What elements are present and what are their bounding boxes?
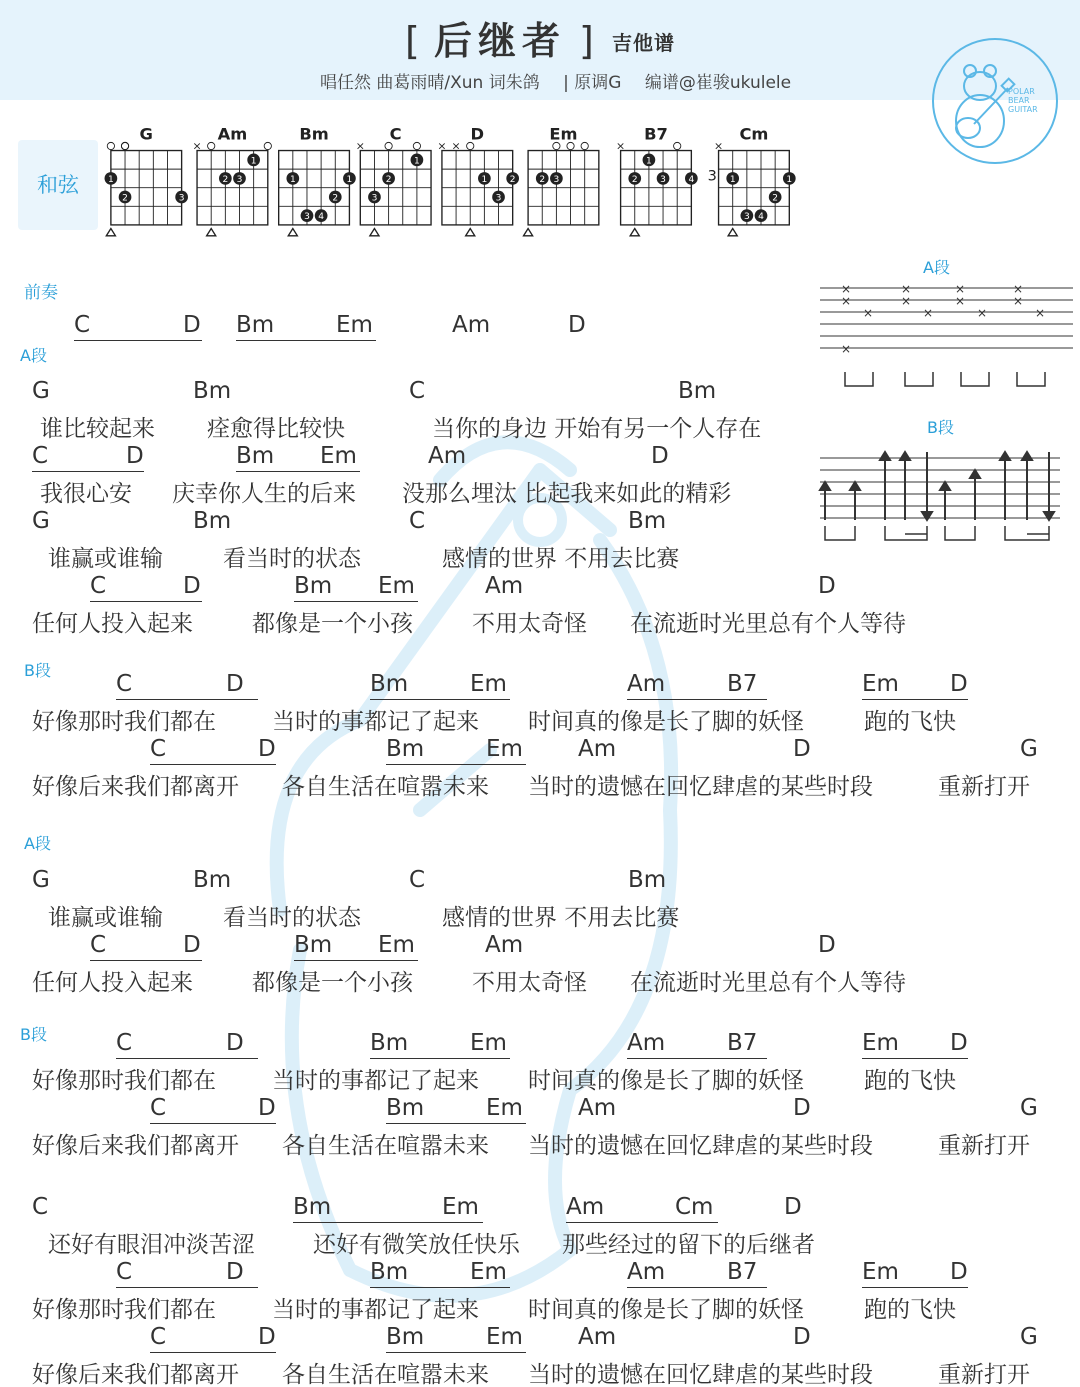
chord-diagram-Cm: [708, 125, 796, 236]
chord-label: Bm: [236, 312, 275, 338]
title-text: 后继者: [433, 19, 566, 63]
b-chords-1: [0, 671, 1080, 701]
label-intro: 前奏: [24, 283, 58, 303]
chord-label: Em: [470, 1259, 507, 1285]
logo-text-1: POLAR: [1008, 87, 1035, 96]
logo-text-3: GUITAR: [1008, 105, 1038, 114]
lyric-text: 感情的世界 不用去比赛: [442, 546, 680, 572]
chord-label: D: [651, 443, 669, 469]
a2-chords: [0, 443, 1080, 473]
lyric-text: 当时的遗憾在回忆肆虐的某些时段: [528, 774, 873, 800]
tab-x-4: ×: [863, 306, 874, 320]
lyric-text: 各自生活在喧嚣未来: [282, 774, 489, 800]
tab-x-11: ×: [1013, 282, 1024, 296]
chord-label: D: [818, 932, 836, 958]
underline: [370, 1287, 510, 1288]
lyric-text: 当时的遗憾在回忆肆虐的某些时段: [528, 1362, 873, 1387]
underline: [150, 1352, 276, 1353]
tab-x-10: ×: [977, 306, 988, 320]
lyric-text: 那些经过的留下的后继者: [562, 1232, 815, 1258]
lyric-text: 痊愈得比较快: [207, 416, 345, 442]
credit-key: | 原调G: [563, 73, 622, 93]
svg-text:2: 2: [772, 193, 779, 204]
credits: [320, 68, 809, 93]
lyric-text: 好像后来我们都离开: [32, 1362, 239, 1387]
chord-label: Em: [486, 736, 523, 762]
chord-label: D: [183, 573, 201, 599]
chord-name: Am: [217, 124, 248, 144]
chord-label: D: [784, 1194, 802, 1220]
chord-label: C: [90, 573, 107, 599]
a1-chords: [0, 378, 1080, 408]
lyric-text: 不用太奇怪: [472, 611, 587, 637]
chord-label: D: [226, 1030, 244, 1056]
b-chords-2: [0, 1324, 1080, 1354]
svg-text:×: ×: [616, 139, 626, 153]
chord-label: Em: [378, 573, 415, 599]
chord-name: B7: [644, 124, 668, 144]
chord-label: C: [74, 312, 91, 338]
b-chords-2: [0, 1095, 1080, 1125]
svg-text:×: ×: [713, 139, 724, 153]
lyric-text: 在流逝时光里总有个人等待: [630, 970, 906, 996]
b-lyrics-2: [0, 1356, 1080, 1386]
chord-diagram-D: [437, 125, 519, 236]
chord-label: C: [409, 508, 426, 534]
chord-label: C: [150, 1095, 167, 1121]
lyric-text: 任何人投入起来: [32, 611, 193, 637]
lyric-text: 谁赢或谁输: [48, 905, 163, 931]
chord-label: Am: [452, 312, 491, 338]
chord-label: D: [258, 1095, 276, 1121]
b-lyrics-1: [0, 1291, 1080, 1321]
b-lyrics-2: [0, 1127, 1080, 1157]
bear-guitar-logo-icon: [930, 36, 1060, 166]
tab-x-6: ×: [901, 294, 912, 308]
chord-heading: 和弦: [18, 140, 98, 230]
chord-label: D: [183, 932, 201, 958]
chord-label: C: [90, 932, 107, 958]
svg-text:2: 2: [631, 175, 638, 186]
underline: [294, 960, 418, 961]
chord-label: D: [258, 1324, 276, 1350]
a4-chords: [0, 573, 1080, 603]
chord-label: Am: [627, 671, 666, 697]
lyric-text: 还好有微笑放任快乐: [313, 1232, 520, 1258]
chord-name: Bm: [299, 124, 329, 144]
underline: [116, 1058, 258, 1059]
svg-text:3: 3: [495, 193, 502, 204]
underline: [32, 471, 144, 472]
lyric-text: 当时的事都记了起来: [272, 709, 479, 735]
chord-label: Am: [566, 1194, 605, 1220]
underline: [566, 1222, 718, 1223]
b-chords-2: [0, 736, 1080, 766]
svg-text:3: 3: [371, 193, 378, 204]
svg-text:3: 3: [236, 175, 243, 186]
lyric-text: 时间真的像是长了脚的妖怪: [528, 1297, 804, 1323]
chord-label: Em: [862, 1030, 899, 1056]
lyric-text: 看当时的状态: [223, 905, 361, 931]
tab-x-2: ×: [841, 294, 852, 308]
lyric-text: 跑的飞快: [864, 1297, 956, 1323]
underline: [627, 1058, 767, 1059]
underline: [116, 699, 258, 700]
svg-text:2: 2: [122, 193, 128, 204]
lyric-text: 没那么埋汰 比起我来如此的精彩: [402, 481, 732, 507]
chord-label: Em: [486, 1095, 523, 1121]
tab-x-12: ×: [1013, 294, 1024, 308]
chord-label: Em: [470, 671, 507, 697]
lyric-text: 时间真的像是长了脚的妖怪: [528, 1068, 804, 1094]
underline: [74, 340, 202, 341]
svg-text:1: 1: [289, 175, 296, 186]
a4-lyrics: [0, 605, 1080, 635]
svg-text:1: 1: [786, 175, 793, 186]
lyric-text: 重新打开: [938, 774, 1030, 800]
fret-label: 3: [707, 168, 717, 185]
underline: [293, 1222, 483, 1223]
credit-arranger: 编谱@崔骏ukulele: [644, 73, 792, 93]
chord-label: Bm: [294, 573, 333, 599]
svg-text:×: ×: [451, 139, 461, 153]
underline: [862, 1058, 968, 1059]
chord-label: G: [1020, 1324, 1038, 1350]
lyric-text: 我很心安: [40, 481, 132, 507]
underline: [150, 1123, 276, 1124]
chord-diagrams: [100, 115, 880, 255]
panel-label-a: A段: [923, 258, 950, 277]
chord-diagram-G: [105, 125, 188, 236]
chord-label: Em: [320, 443, 357, 469]
chord-label: Am: [578, 1324, 617, 1350]
credit-artists: 唱任然 曲葛雨晴/Xun 词朱鸽: [320, 73, 540, 93]
svg-text:1: 1: [414, 156, 420, 167]
chord-label: Am: [627, 1259, 666, 1285]
svg-text:4: 4: [318, 212, 325, 223]
chord-label: Bm: [370, 671, 409, 697]
chord-label: D: [183, 312, 201, 338]
chord-label: D: [793, 1324, 811, 1350]
a3-chords: [0, 508, 1080, 538]
chord-name: G: [139, 124, 153, 144]
chord-name: C: [389, 124, 402, 144]
chord-label: C: [409, 378, 426, 404]
svg-text:1: 1: [346, 175, 353, 186]
svg-text:1: 1: [646, 156, 652, 167]
chord-label: C: [150, 736, 167, 762]
svg-text:×: ×: [437, 139, 447, 153]
label-a-2: A段: [24, 834, 51, 853]
chord-label: Bm: [193, 378, 232, 404]
lyric-text: 在流逝时光里总有个人等待: [630, 611, 906, 637]
chord-label: D: [793, 1095, 811, 1121]
lyric-text: 好像后来我们都离开: [32, 1133, 239, 1159]
underline: [862, 699, 968, 700]
chord-label: B7: [727, 1030, 758, 1056]
a5-chords: [0, 867, 1080, 897]
a6-chords: [0, 932, 1080, 962]
chord-label: C: [32, 1194, 49, 1220]
underline: [236, 340, 376, 341]
label-b-1: B段: [24, 661, 51, 680]
lyric-text: 各自生活在喧嚣未来: [282, 1133, 489, 1159]
chord-label: D: [568, 312, 586, 338]
svg-text:4: 4: [688, 175, 695, 186]
chord-diagram-Am: [192, 125, 271, 236]
lyric-text: 当时的事都记了起来: [272, 1068, 479, 1094]
underline: [90, 601, 202, 602]
b-lyrics-1: [0, 1062, 1080, 1092]
lyric-text: 好像那时我们都在: [32, 709, 216, 735]
chord-label: Am: [485, 573, 524, 599]
chord-label: Bm: [386, 736, 425, 762]
lyric-text: 谁赢或谁输: [48, 546, 163, 572]
a5-lyrics: [0, 899, 1080, 929]
tab-x-13: ×: [1035, 306, 1046, 320]
lyric-text: 当时的遗憾在回忆肆虐的某些时段: [528, 1133, 873, 1159]
svg-text:2: 2: [332, 193, 339, 204]
chord-label: Em: [862, 671, 899, 697]
svg-text:3: 3: [553, 175, 560, 186]
lyric-text: 都像是一个小孩: [252, 970, 413, 996]
underline: [116, 1287, 258, 1288]
chord-label: Am: [485, 932, 524, 958]
chord-label: G: [1020, 1095, 1038, 1121]
chord-diagram-Em: [524, 125, 599, 236]
chord-label: C: [150, 1324, 167, 1350]
lyric-text: 任何人投入起来: [32, 970, 193, 996]
chord-label: Bm: [293, 1194, 332, 1220]
underline: [386, 1352, 526, 1353]
title-bracket-close: ]: [579, 19, 595, 63]
svg-text:3: 3: [178, 193, 185, 204]
chord-label: D: [818, 573, 836, 599]
intro-chords: [0, 312, 1080, 342]
lyric-text: 谁比较起来: [40, 416, 155, 442]
chord-label: Em: [486, 1324, 523, 1350]
svg-text:1: 1: [250, 156, 257, 167]
chord-label: Am: [428, 443, 467, 469]
svg-text:2: 2: [385, 175, 392, 186]
chord-label: Am: [578, 1095, 617, 1121]
chord-label: Em: [336, 312, 373, 338]
a1-lyrics: [0, 410, 1080, 440]
lyric-text: 好像那时我们都在: [32, 1068, 216, 1094]
chord-label: C: [116, 1259, 133, 1285]
chord-label: D: [226, 671, 244, 697]
b-lyrics-1: [0, 703, 1080, 733]
svg-text:3: 3: [743, 212, 750, 223]
svg-text:1: 1: [108, 175, 114, 186]
tab-x-9: ×: [955, 294, 966, 308]
chord-label: Em: [442, 1194, 479, 1220]
chord-label: D: [950, 1030, 968, 1056]
underline: [862, 1287, 968, 1288]
lyric-text: 当时的事都记了起来: [272, 1297, 479, 1323]
chord-label: Bm: [628, 867, 667, 893]
chord-label: Em: [862, 1259, 899, 1285]
lyric-text: 好像那时我们都在: [32, 1297, 216, 1323]
chord-name: D: [470, 124, 485, 144]
chord-label: Bm: [678, 378, 717, 404]
chord-label: G: [32, 867, 50, 893]
lyric-text: 重新打开: [938, 1133, 1030, 1159]
underline: [236, 471, 360, 472]
chord-label: C: [32, 443, 49, 469]
underline: [294, 601, 418, 602]
svg-text:×: ×: [355, 139, 365, 153]
chord-label: Bm: [370, 1030, 409, 1056]
tab-x-8: ×: [955, 282, 966, 296]
chord-diagram-Bm: [279, 125, 356, 236]
chord-label: Bm: [193, 508, 232, 534]
lyric-text: 还好有眼泪冲淡苦涩: [48, 1232, 255, 1258]
panel-label-b: B段: [927, 418, 954, 437]
chord-name: Cm: [739, 124, 769, 144]
e1-lyrics: [0, 1226, 1080, 1256]
chord-label: G: [32, 378, 50, 404]
a6-lyrics: [0, 964, 1080, 994]
chord-label: Cm: [675, 1194, 714, 1220]
chord-label: Bm: [386, 1324, 425, 1350]
chord-label: D: [793, 736, 811, 762]
chord-label: Bm: [193, 867, 232, 893]
song-title: [0, 10, 1080, 65]
a3-lyrics: [0, 540, 1080, 570]
lyric-text: 都像是一个小孩: [252, 611, 413, 637]
svg-text:3: 3: [660, 175, 666, 186]
underline: [627, 699, 767, 700]
chord-label: Bm: [236, 443, 275, 469]
label-b-2: B段: [20, 1025, 47, 1044]
underline: [370, 1058, 510, 1059]
chord-label: G: [32, 508, 50, 534]
chord-label: B7: [727, 1259, 758, 1285]
chord-label: C: [409, 867, 426, 893]
label-a-1: A段: [20, 346, 47, 365]
lyric-text: 重新打开: [938, 1362, 1030, 1387]
chord-label: Am: [578, 736, 617, 762]
lyric-text: 看当时的状态: [223, 546, 361, 572]
b-lyrics-2: [0, 768, 1080, 798]
svg-text:2: 2: [222, 175, 229, 186]
tab-x-5: ×: [901, 282, 912, 296]
chord-label: Am: [627, 1030, 666, 1056]
underline: [150, 764, 276, 765]
svg-text:3: 3: [304, 212, 310, 223]
underline: [370, 699, 510, 700]
chord-label: C: [116, 671, 133, 697]
chord-label: D: [258, 736, 276, 762]
title-subtitle: 吉他谱: [611, 31, 675, 55]
lyric-text: 时间真的像是长了脚的妖怪: [528, 709, 804, 735]
svg-text:×: ×: [192, 139, 202, 153]
chord-label: Bm: [386, 1095, 425, 1121]
lyric-text: 庆幸你人生的后来: [172, 481, 356, 507]
chord-label: D: [950, 671, 968, 697]
chord-name: Em: [549, 124, 578, 144]
chord-label: D: [126, 443, 144, 469]
e1-chords: [0, 1194, 1080, 1224]
chord-label: C: [116, 1030, 133, 1056]
title-bracket-open: [: [405, 19, 421, 63]
chord-label: D: [226, 1259, 244, 1285]
svg-text:2: 2: [539, 175, 546, 186]
lyric-text: 跑的飞快: [864, 709, 956, 735]
logo-text-2: BEAR: [1008, 96, 1030, 105]
chord-label: D: [950, 1259, 968, 1285]
b-chords-1: [0, 1030, 1080, 1060]
chord-diagram-C: [356, 125, 431, 236]
chord-label: Bm: [294, 932, 333, 958]
b-chords-1: [0, 1259, 1080, 1289]
svg-text:1: 1: [729, 175, 736, 186]
chord-label: G: [1020, 736, 1038, 762]
svg-text:2: 2: [509, 175, 516, 186]
underline: [386, 764, 526, 765]
chord-label: Bm: [370, 1259, 409, 1285]
tab-x-1: ×: [841, 282, 852, 296]
chord-diagram-B7: [616, 125, 698, 236]
svg-text:1: 1: [481, 175, 488, 186]
svg-text:4: 4: [758, 212, 764, 223]
chord-label: Em: [378, 932, 415, 958]
chord-label: Em: [470, 1030, 507, 1056]
chord-label: Bm: [628, 508, 667, 534]
lyric-text: 感情的世界 不用去比赛: [442, 905, 680, 931]
lyric-text: 各自生活在喧嚣未来: [282, 1362, 489, 1387]
underline: [90, 960, 202, 961]
lyric-text: 不用太奇怪: [472, 970, 587, 996]
tab-x-3: ×: [841, 342, 852, 356]
underline: [627, 1287, 767, 1288]
lyric-text: 当你的身边 开始有另一个人存在: [432, 416, 762, 442]
underline: [386, 1123, 526, 1124]
lyric-text: 好像后来我们都离开: [32, 774, 239, 800]
lyric-text: 跑的飞快: [864, 1068, 956, 1094]
chord-label: B7: [727, 671, 758, 697]
a2-lyrics: [0, 475, 1080, 505]
tab-x-7: ×: [923, 306, 934, 320]
